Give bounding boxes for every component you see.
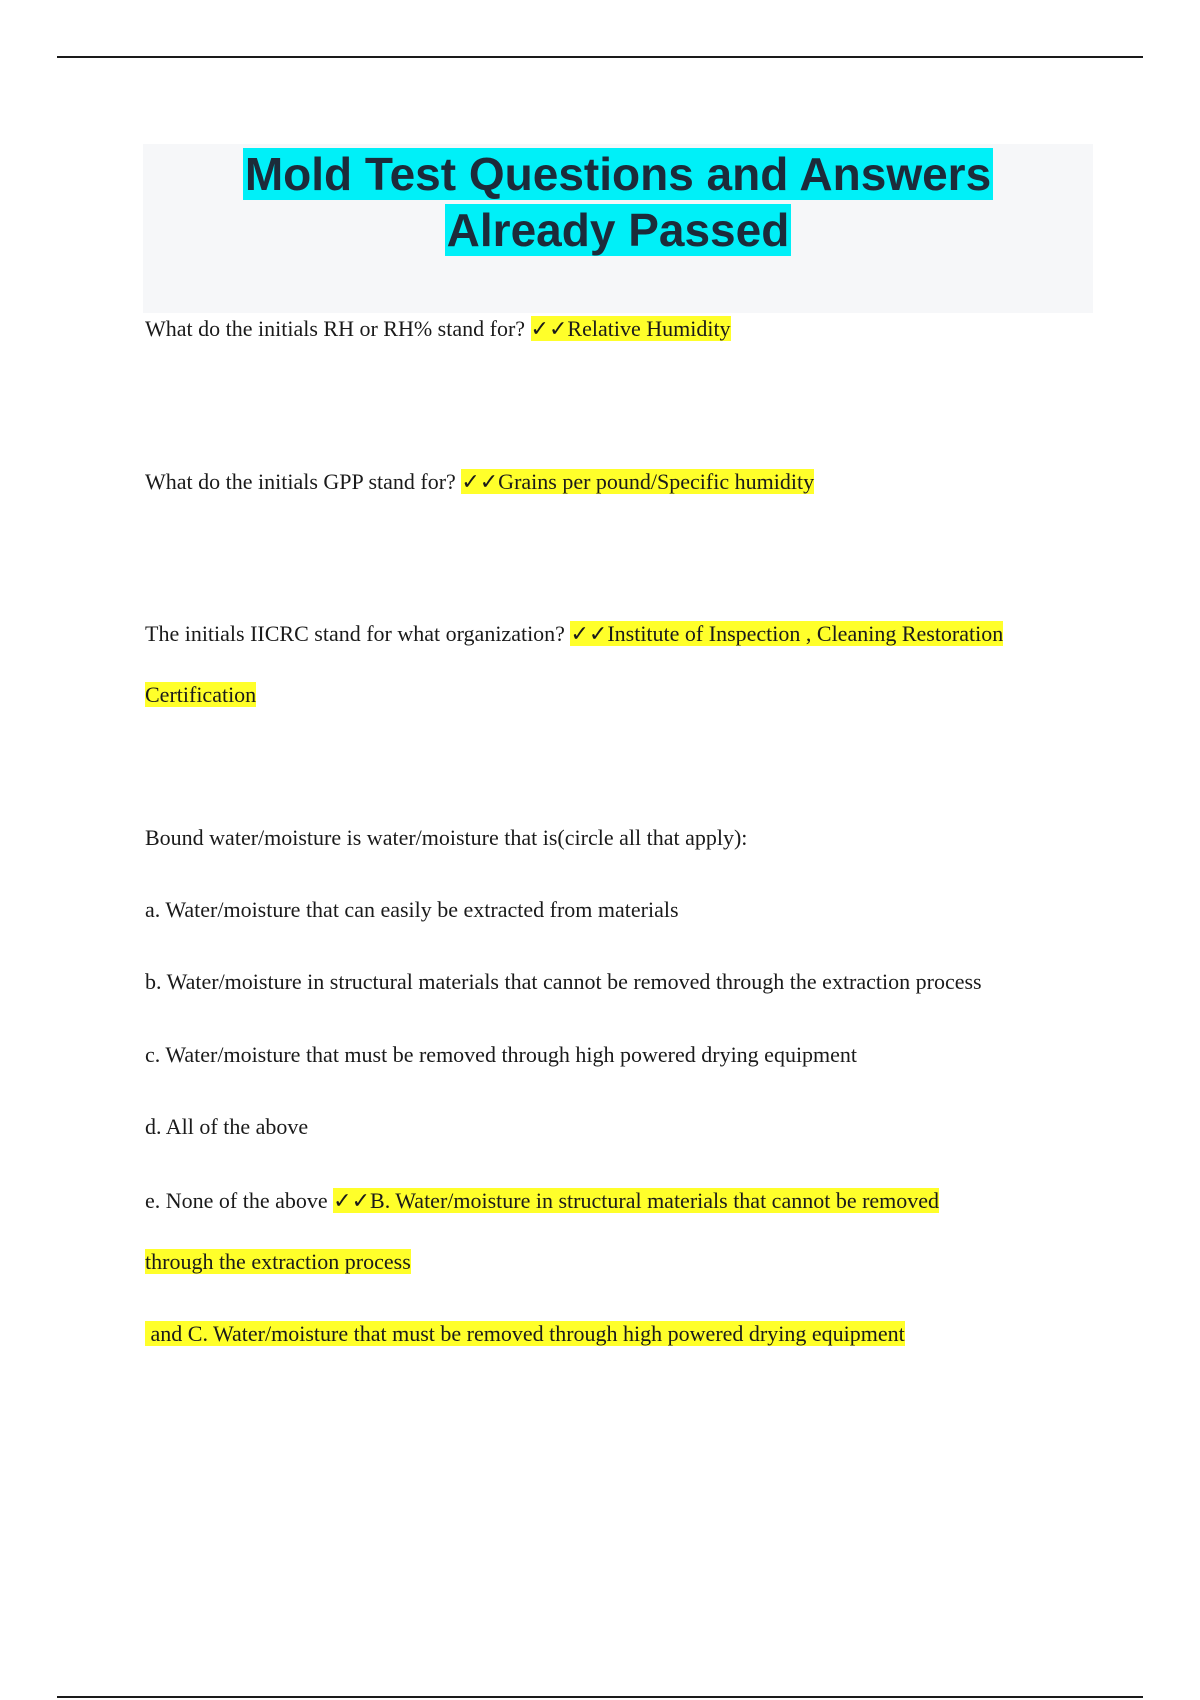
title-line-2: Already Passed: [446, 204, 790, 256]
answer-4-line-3: and C. Water/moisture that must be removed through high powered drying equipment: [145, 1321, 905, 1346]
option-c: c. Water/moisture that must be removed through high powered drying equipment: [145, 1042, 858, 1067]
title-line-1: Mold Test Questions and Answers: [244, 148, 992, 200]
answer-4-final: [145, 1319, 905, 1349]
option-d: d. All of the above: [145, 1114, 309, 1139]
top-rule: [57, 56, 1143, 58]
option-b: b. Water/moisture in structural materials that cannot be removed through the extraction process: [145, 969, 982, 994]
bottom-rule: [57, 1696, 1143, 1698]
answer-1: ✓✓Relative Humidity: [530, 316, 731, 341]
title-block: [143, 144, 1093, 313]
option-e-text: e. None of the above: [145, 1188, 328, 1213]
question-1: [145, 314, 731, 344]
question-2: [145, 467, 814, 497]
option-e: [145, 1186, 939, 1216]
answer-3-line-1: ✓✓Institute of Inspection , Cleaning Restoration: [570, 621, 1004, 646]
document-title: [143, 144, 1093, 258]
question-4-text: Bound water/moisture is water/moisture that is(circle all that apply):: [145, 825, 748, 850]
answer-4-continuation: [145, 1247, 411, 1277]
answer-4-line-2: through the extraction process: [145, 1249, 411, 1274]
answer-2: ✓✓Grains per pound/Specific humidity: [461, 469, 815, 494]
question-3-text: The initials IICRC stand for what organization?: [145, 621, 565, 646]
answer-3-continuation: [145, 680, 256, 710]
question-2-text: What do the initials GPP stand for?: [145, 469, 456, 494]
question-3: [145, 619, 1003, 649]
answer-4-line-1: ✓✓B. Water/moisture in structural materials that cannot be removed: [333, 1188, 940, 1213]
option-a: a. Water/moisture that can easily be extracted from materials: [145, 897, 679, 922]
answer-3-line-2: Certification: [145, 682, 257, 707]
question-1-text: What do the initials RH or RH% stand for?: [145, 316, 526, 341]
